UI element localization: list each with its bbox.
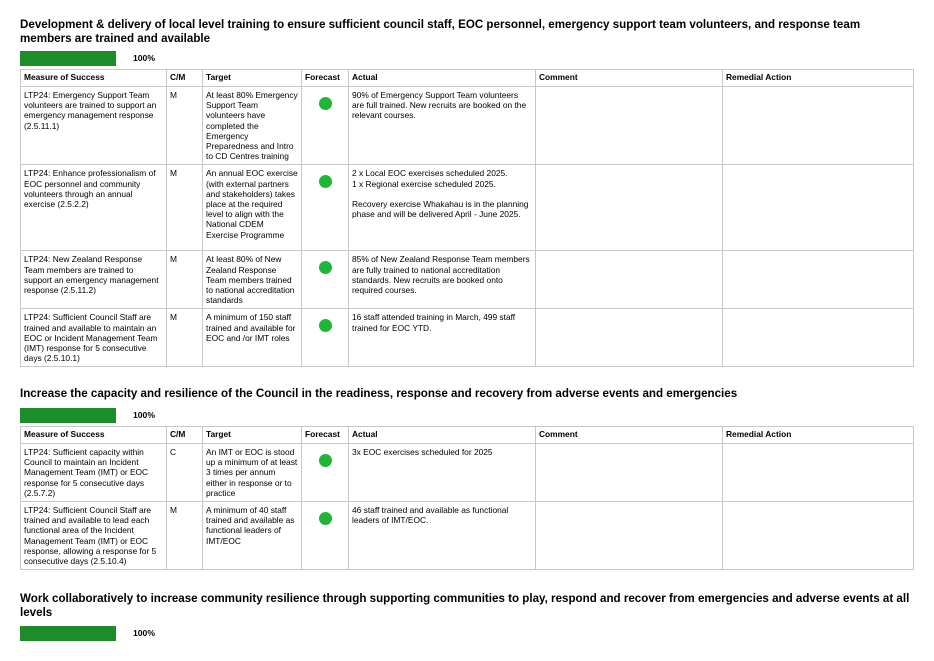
- forecast-cell: [302, 165, 349, 251]
- section-capacity: [20, 387, 913, 570]
- cm-cell: M: [167, 165, 203, 251]
- status-green-dot-icon: [319, 261, 332, 274]
- table-header-row: [21, 427, 914, 444]
- section-title: Work collaboratively to increase community resilience through supporting communities to play, respond and recover from emergencies and adverse events at all levels: [20, 592, 910, 619]
- progress-percent: 100%: [133, 53, 155, 63]
- table-row: [21, 87, 914, 165]
- measure-cell: LTP24: Enhance professionalism of EOC personnel and community volunteers through an annual exercise (2.5.2.2): [21, 165, 167, 251]
- col-measure: Measure of Success: [21, 427, 167, 444]
- col-remedial: Remedial Action: [723, 70, 914, 87]
- table-row: [21, 502, 914, 570]
- cm-cell: M: [167, 502, 203, 570]
- col-comment: Comment: [536, 70, 723, 87]
- measure-cell: LTP24: Sufficient Council Staff are trained and available to lead each functional area of the Incident Management Team (IMT) or EOC response, allowing a response for 5 consecutive days (2.5.10.4): [21, 502, 167, 570]
- table-header-row: [21, 70, 914, 87]
- progress-bar-fill: [20, 408, 116, 423]
- col-cm: C/M: [167, 70, 203, 87]
- measure-cell: LTP24: New Zealand Response Team members are trained to support an emergency management response (2.5.11.2): [21, 251, 167, 309]
- progress-row: [20, 625, 913, 641]
- remedial-cell: [723, 165, 914, 251]
- progress-percent: 100%: [133, 410, 155, 420]
- status-green-dot-icon: [319, 175, 332, 188]
- cm-cell: M: [167, 251, 203, 309]
- measures-table: [20, 426, 914, 570]
- col-remedial: Remedial Action: [723, 427, 914, 444]
- comment-cell: [536, 444, 723, 502]
- comment-cell: [536, 502, 723, 570]
- col-target: Target: [203, 70, 302, 87]
- progress-bar: [20, 626, 116, 641]
- actual-cell: 3x EOC exercises scheduled for 2025: [349, 444, 536, 502]
- col-forecast: Forecast: [302, 70, 349, 87]
- progress-bar: [20, 408, 116, 423]
- remedial-cell: [723, 251, 914, 309]
- status-green-dot-icon: [319, 512, 332, 525]
- progress-bar-fill: [20, 626, 116, 641]
- status-green-dot-icon: [319, 454, 332, 467]
- status-green-dot-icon: [319, 319, 332, 332]
- comment-cell: [536, 251, 723, 309]
- comment-cell: [536, 309, 723, 367]
- table-row: [21, 309, 914, 367]
- col-forecast: Forecast: [302, 427, 349, 444]
- forecast-cell: [302, 309, 349, 367]
- forecast-cell: [302, 444, 349, 502]
- target-cell: At least 80% Emergency Support Team volunteers have completed the Emergency Preparedness and Intro to CD Centres training: [203, 87, 302, 165]
- progress-bar: [20, 51, 116, 66]
- remedial-cell: [723, 309, 914, 367]
- forecast-cell: [302, 502, 349, 570]
- actual-cell: 46 staff trained and available as functional leaders of IMT/EOC.: [349, 502, 536, 570]
- forecast-cell: [302, 87, 349, 165]
- target-cell: A minimum of 40 staff trained and available as functional leaders of IMT/EOC: [203, 502, 302, 570]
- section-title: Increase the capacity and resilience of the Council in the readiness, response and recovery from adverse events and emergencies: [20, 387, 738, 400]
- forecast-cell: [302, 251, 349, 309]
- col-cm: C/M: [167, 427, 203, 444]
- col-actual: Actual: [349, 70, 536, 87]
- comment-cell: [536, 165, 723, 251]
- measure-cell: LTP24: Emergency Support Team volunteers are trained to support an emergency management response (2.5.11.1): [21, 87, 167, 165]
- col-comment: Comment: [536, 427, 723, 444]
- progress-row: [20, 407, 913, 423]
- remedial-cell: [723, 444, 914, 502]
- target-cell: An IMT or EOC is stood up a minimum of at least 3 times per annum either in response or to practice: [203, 444, 302, 502]
- col-actual: Actual: [349, 427, 536, 444]
- cm-cell: C: [167, 444, 203, 502]
- section-community: [20, 592, 913, 641]
- progress-bar-fill: [20, 51, 116, 66]
- cm-cell: M: [167, 309, 203, 367]
- measure-cell: LTP24: Sufficient Council Staff are trained and available to maintain an EOC or Incident Management Team (IMT) response for 5 consecutive days (2.5.10.1): [21, 309, 167, 367]
- remedial-cell: [723, 87, 914, 165]
- col-measure: Measure of Success: [21, 70, 167, 87]
- measure-cell: LTP24: Sufficient capacity within Council to maintain an Incident Management Team (IMT) or EOC response for 5 consecutive days (2.5.7.2): [21, 444, 167, 502]
- target-cell: An annual EOC exercise (with external partners and stakeholders) takes place at the required level to align with the National CDEM Exercise Programme: [203, 165, 302, 251]
- measures-table: [20, 69, 914, 367]
- actual-cell: 16 staff attended training in March, 499 staff trained for EOC YTD.: [349, 309, 536, 367]
- section-training: [20, 18, 913, 367]
- table-row: [21, 444, 914, 502]
- section-title: Development & delivery of local level training to ensure sufficient council staff, EOC personnel, emergency support team volunteers, and response team members are trained and available: [20, 18, 861, 45]
- actual-cell: 2 x Local EOC exercises scheduled 2025. 1 x Regional exercise scheduled 2025. Recovery exercise Whakahau is in the planning phase and will be delivered April - June 2025.: [349, 165, 536, 251]
- target-cell: At least 80% of New Zealand Response Team members trained to national accreditation standards: [203, 251, 302, 309]
- remedial-cell: [723, 502, 914, 570]
- table-row: [21, 251, 914, 309]
- col-target: Target: [203, 427, 302, 444]
- progress-percent: 100%: [133, 628, 155, 638]
- progress-row: [20, 50, 913, 66]
- actual-cell: 90% of Emergency Support Team volunteers are full trained. New recruits are booked on the relevant courses.: [349, 87, 536, 165]
- table-row: [21, 165, 914, 251]
- actual-cell: 85% of New Zealand Response Team members are fully trained to national accreditation standards. New recruits are booked onto required courses.: [349, 251, 536, 309]
- comment-cell: [536, 87, 723, 165]
- status-green-dot-icon: [319, 97, 332, 110]
- cm-cell: M: [167, 87, 203, 165]
- target-cell: A minimum of 150 staff trained and available for EOC and /or IMT roles: [203, 309, 302, 367]
